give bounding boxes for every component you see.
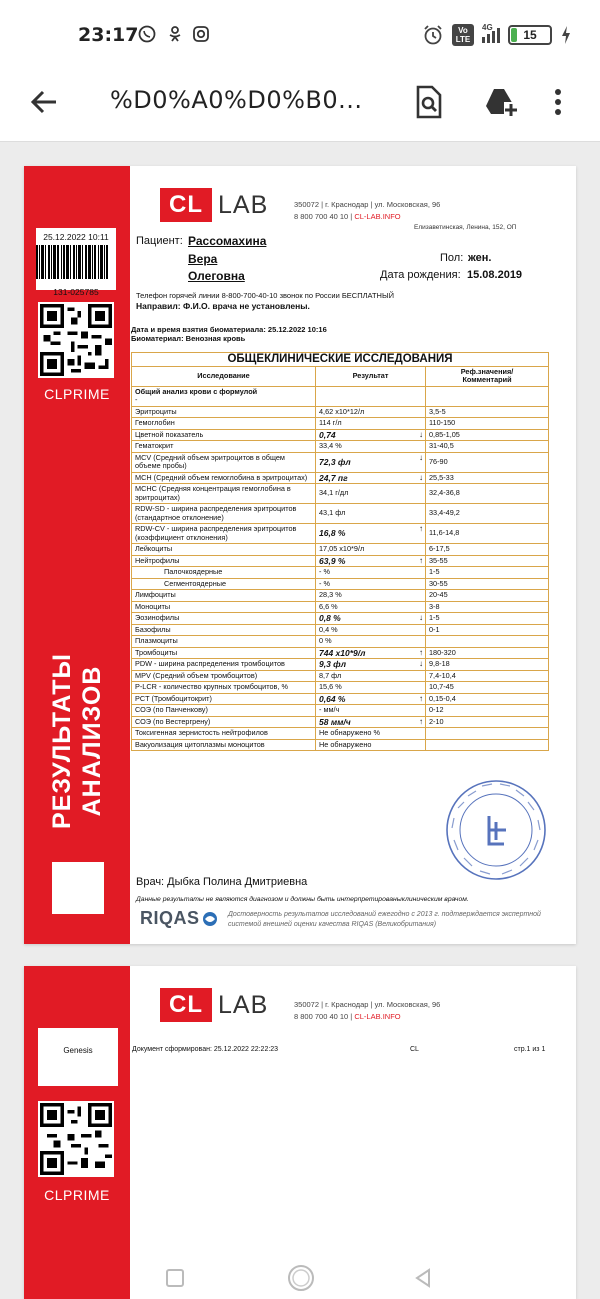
volte-icon: Vo LTE xyxy=(452,24,474,46)
table-row xyxy=(132,659,549,671)
logo-lab: LAB xyxy=(218,190,269,219)
test-name: MCH (Средний объем гемоглобина в эритроцитах) xyxy=(132,472,316,484)
result-value: Не обнаружено % xyxy=(319,728,380,737)
col-result-header: Результат xyxy=(316,366,426,386)
test-reference: 6-17,5 xyxy=(426,544,549,556)
test-name: Эритроциты xyxy=(132,406,316,418)
test-result xyxy=(316,484,426,504)
table-row xyxy=(132,739,549,751)
test-reference: 76-90 xyxy=(426,452,549,472)
result-value: 33,4 % xyxy=(319,441,342,450)
result-value: 43,1 фл xyxy=(319,508,346,518)
contact-line xyxy=(294,211,440,223)
riqas-description: Достоверность результатов исследований ежегодно с 2013 г. подтверждается экспертной системой внешней оценки качества RIQAS (Великобритания) xyxy=(228,911,541,928)
result-value: 28,3 % xyxy=(319,590,342,599)
test-name: Тромбоциты xyxy=(132,647,316,659)
test-reference: 0,15-0,4 xyxy=(426,693,549,705)
low-flag-icon: ↓ xyxy=(419,659,423,668)
test-name: PCT (Тромбоцитокрит) xyxy=(132,693,316,705)
col-ref-line1: Реф.значения/ xyxy=(460,366,514,376)
table-title-row xyxy=(132,353,549,367)
low-flag-icon: ↓ xyxy=(419,452,423,462)
table-row xyxy=(132,716,549,728)
table-row xyxy=(132,472,549,484)
test-reference xyxy=(426,728,549,740)
group-title: Общий анализ крови с формулой xyxy=(135,386,258,396)
lab-address xyxy=(294,199,440,223)
test-reference: 0-12 xyxy=(426,705,549,717)
group-empty-result xyxy=(316,386,426,406)
signal-icon xyxy=(482,23,500,43)
qr-code xyxy=(38,302,114,378)
high-flag-icon: ↑ xyxy=(419,716,423,726)
navigation-bar xyxy=(0,1259,600,1299)
test-reference: 2-10 xyxy=(426,716,549,728)
lab-address-2 xyxy=(294,999,440,1023)
battery-icon xyxy=(508,25,552,45)
test-result xyxy=(316,578,426,590)
test-reference: 20-45 xyxy=(426,590,549,602)
test-reference: 0,85-1,05 xyxy=(426,429,549,441)
test-name: СОЭ (по Панченкову) xyxy=(132,705,316,717)
patient-first-name: Вера xyxy=(188,252,218,266)
test-result xyxy=(316,472,426,484)
recent-apps-button[interactable] xyxy=(164,1267,186,1289)
test-reference: 3-8 xyxy=(426,601,549,613)
test-result xyxy=(316,429,426,441)
test-result xyxy=(316,601,426,613)
low-flag-icon: ↓ xyxy=(419,429,423,439)
status-bar xyxy=(0,0,600,68)
table-title: ОБЩЕКЛИНИЧЕСКИЕ ИССЛЕДОВАНИЯ xyxy=(132,353,549,367)
table-row xyxy=(132,670,549,682)
home-button[interactable] xyxy=(286,1263,316,1293)
add-to-drive-icon[interactable] xyxy=(482,84,518,120)
test-result xyxy=(316,441,426,453)
red-sidebar xyxy=(24,166,130,944)
barcode-number: 131-025785 xyxy=(53,287,99,297)
test-name: PDW - ширина распределения тромбоцитов xyxy=(132,659,316,671)
test-name: RDW-SD - ширина распределения эритроцитов (стандартное отклонение) xyxy=(132,504,316,524)
test-result xyxy=(316,590,426,602)
test-reference: 3,5-5 xyxy=(426,406,549,418)
test-reference: 11,6-14,8 xyxy=(426,524,549,544)
sample-time: Дата и время взятия биоматериала: 25.12.2022 10:16 xyxy=(131,325,327,334)
result-value: 16,8 % xyxy=(319,528,346,539)
result-value: 4,62 x10*12/л xyxy=(319,406,365,416)
col-ref-line2: Комментарий xyxy=(462,375,512,384)
cl-lab-logo-2 xyxy=(160,988,268,1022)
result-value: 63,9 % xyxy=(319,555,346,566)
table-header-row xyxy=(132,366,549,386)
status-right xyxy=(422,22,572,48)
riqas-logo xyxy=(140,908,218,929)
disclaimer: Данные результаты не являются диагнозом и должны быть интерпретированыклиническим врачом. xyxy=(136,896,469,903)
site-link: CL-LAB.INFO xyxy=(354,212,401,221)
test-name: Лейкоциты xyxy=(132,544,316,556)
result-value: 17,05 x10*9/л xyxy=(319,544,365,553)
test-result xyxy=(316,636,426,648)
site-link-2: CL-LAB.INFO xyxy=(354,1012,401,1021)
test-reference: 7,4-10,4 xyxy=(426,670,549,682)
qr-code-2 xyxy=(38,1101,114,1177)
doctor-name: Врач: Дыбка Полина Дмитриевна xyxy=(136,876,308,888)
test-reference: 32,4-36,8 xyxy=(426,484,549,504)
test-result xyxy=(316,544,426,556)
birth-date: 15.08.2019 xyxy=(467,269,523,281)
result-value: - % xyxy=(319,567,330,576)
test-result xyxy=(316,670,426,682)
test-result xyxy=(316,567,426,579)
test-name: Плазмоциты xyxy=(132,636,316,648)
high-flag-icon: ↑ xyxy=(419,647,423,657)
barcode xyxy=(36,245,108,279)
table-row xyxy=(132,504,549,524)
result-value: 6,6 % xyxy=(319,601,338,611)
red-sidebar-2 xyxy=(24,966,130,1299)
high-flag-icon: ↑ xyxy=(419,524,423,533)
cl-lab-logo xyxy=(160,188,268,222)
group-empty-ref xyxy=(426,386,549,406)
result-value: 0,4 % xyxy=(319,624,338,634)
result-value: 15,6 % xyxy=(319,682,342,691)
test-name: Палочкоядерные xyxy=(132,567,316,579)
test-name: Сегментоядерные xyxy=(132,578,316,590)
document-title: %D0%A0%D0%B0... xyxy=(110,86,363,114)
test-reference: 180-320 xyxy=(426,647,549,659)
test-reference: 30-55 xyxy=(426,578,549,590)
test-reference: 1-5 xyxy=(426,613,549,625)
group-sub: - xyxy=(135,395,138,404)
test-reference: 9,8-18 xyxy=(426,659,549,671)
test-name: Базофилы xyxy=(132,624,316,636)
test-result xyxy=(316,613,426,625)
more-options-icon[interactable] xyxy=(548,84,568,120)
status-time: 23:17 xyxy=(78,24,139,46)
results-table xyxy=(131,352,549,751)
document-page-2 xyxy=(24,966,576,1299)
col-ref-header xyxy=(426,366,549,386)
test-reference: 35-55 xyxy=(426,555,549,567)
riqas-emblem-icon xyxy=(202,911,218,927)
table-row xyxy=(132,682,549,694)
branch-address: Елизаветинская, Ленина, 152, ОП xyxy=(414,224,517,231)
table-row xyxy=(132,567,549,579)
contact-line-2 xyxy=(294,1011,440,1023)
logo-lab-2: LAB xyxy=(218,990,269,1019)
test-name: RDW-CV - ширина распределения эритроцитов (коэффициент отклонения) xyxy=(132,524,316,544)
group-row xyxy=(132,386,549,406)
table-row xyxy=(132,578,549,590)
table-row xyxy=(132,636,549,648)
result-value: 114 г/л xyxy=(319,418,342,427)
whatsapp-icon xyxy=(138,25,156,43)
test-reference: 31-40,5 xyxy=(426,441,549,453)
test-result xyxy=(316,716,426,728)
table-row xyxy=(132,524,549,544)
battery-level: 15 xyxy=(523,28,537,42)
toolbar xyxy=(0,68,600,142)
test-result xyxy=(316,524,426,544)
result-value: 34,1 г/дл xyxy=(319,488,349,498)
test-result xyxy=(316,452,426,472)
result-value: - % xyxy=(319,578,330,588)
network-type: 4G xyxy=(482,23,493,32)
test-name: Моноциты xyxy=(132,601,316,613)
test-reference: 110-150 xyxy=(426,418,549,430)
charging-icon xyxy=(560,25,572,45)
high-flag-icon: ↑ xyxy=(419,693,423,703)
table-row xyxy=(132,590,549,602)
test-reference: 25,5-33 xyxy=(426,472,549,484)
test-name: Вакуолизация цитоплазмы моноцитов xyxy=(132,739,316,751)
patient-last-name: Рассомахина xyxy=(188,234,267,248)
table-row xyxy=(132,624,549,636)
high-flag-icon: ↑ xyxy=(419,555,423,565)
test-name: Нейтрофилы xyxy=(132,555,316,567)
document-page-1 xyxy=(24,166,576,944)
table-row xyxy=(132,613,549,625)
test-result xyxy=(316,418,426,430)
low-flag-icon: ↓ xyxy=(419,613,423,622)
result-rows xyxy=(132,406,549,751)
result-value: Не обнаружено xyxy=(319,739,372,749)
test-result xyxy=(316,682,426,694)
generated-date: Документ сформирован: 25.12.2022 22:22:23 xyxy=(132,1046,279,1053)
test-reference xyxy=(426,636,549,648)
table-row xyxy=(132,705,549,717)
table-row xyxy=(132,544,549,556)
result-value: - мм/ч xyxy=(319,705,340,714)
result-value: 0 % xyxy=(319,636,332,645)
sex-value: жен. xyxy=(468,252,492,264)
test-reference: 1-5 xyxy=(426,567,549,579)
table-row xyxy=(132,441,549,453)
logo-cl: CL xyxy=(160,188,212,222)
phone: 8 800 700 40 10 | xyxy=(294,212,355,221)
test-reference: 0-1 xyxy=(426,624,549,636)
test-name: Гемоглобин xyxy=(132,418,316,430)
test-name: MCV (Средний объем эритроцитов в общем объеме пробы) xyxy=(132,452,316,472)
col-test-header: Исследование xyxy=(132,366,316,386)
test-result xyxy=(316,647,426,659)
biomaterial: Биоматериал: Венозная кровь xyxy=(131,334,246,343)
vertical-title-line2: АНАЛИЗОВ xyxy=(78,665,106,817)
search-document-icon[interactable] xyxy=(410,84,446,120)
table-row xyxy=(132,429,549,441)
genesis-label: Genesis xyxy=(38,1028,118,1086)
lab-seal-stamp xyxy=(444,778,548,882)
result-value: 0,64 % xyxy=(319,693,346,704)
white-square xyxy=(52,862,104,914)
test-result xyxy=(316,693,426,705)
barcode-label xyxy=(36,228,116,297)
test-name: MPV (Средний объем тромбоцитов) xyxy=(132,670,316,682)
test-name: СОЭ (по Вестергрену) xyxy=(132,716,316,728)
test-reference xyxy=(426,739,549,751)
back-arrow-icon[interactable] xyxy=(28,86,60,118)
brand-clprime-2: CLPRIME xyxy=(44,1187,110,1203)
alarm-icon xyxy=(422,24,444,46)
test-name: Эозинофилы xyxy=(132,613,316,625)
back-button[interactable] xyxy=(412,1267,434,1289)
document-code: CL xyxy=(410,1046,419,1053)
riqas-text-logo: RIQAS xyxy=(140,908,200,928)
phone-2: 8 800 700 40 10 | xyxy=(294,1012,355,1021)
test-name: Цветной показатель xyxy=(132,429,316,441)
odnoklassniki-icon xyxy=(166,25,184,43)
logo-cl-2: CL xyxy=(160,988,212,1022)
order-datetime: 25.12.2022 10:11 xyxy=(43,232,109,242)
test-result xyxy=(316,705,426,717)
test-name: Лимфоциты xyxy=(132,590,316,602)
table-row xyxy=(132,452,549,472)
test-result xyxy=(316,659,426,671)
vertical-title xyxy=(47,653,107,829)
referred-text: Направил: Ф.И.О. врача не установлены. xyxy=(136,301,310,311)
table-row xyxy=(132,484,549,504)
result-value: 8,7 фл xyxy=(319,670,342,680)
address-line: 350072 | г. Краснодар | ул. Московская, 96 xyxy=(294,200,441,209)
result-value: 9,3 фл xyxy=(319,659,346,669)
group-name xyxy=(132,386,316,406)
instagram-icon xyxy=(192,25,210,43)
result-value: 58 мм/ч xyxy=(319,716,351,727)
table-row xyxy=(132,728,549,740)
patient-patronymic: Олеговна xyxy=(188,269,245,283)
table-row xyxy=(132,647,549,659)
result-value: 744 x10*9/л xyxy=(319,647,366,658)
result-value: 72,3 фл xyxy=(319,456,351,467)
test-name: Гематокрит xyxy=(132,441,316,453)
table-row xyxy=(132,601,549,613)
vertical-title-line1: РЕЗУЛЬТАТЫ xyxy=(48,653,76,829)
birth-label: Дата рождения: xyxy=(380,269,461,281)
brand-clprime: CLPRIME xyxy=(44,386,110,402)
table-row xyxy=(132,418,549,430)
test-result xyxy=(316,555,426,567)
test-name: P-LCR - количество крупных тромбоцитов, % xyxy=(132,682,316,694)
test-result xyxy=(316,504,426,524)
test-result xyxy=(316,406,426,418)
result-value: 0,74 xyxy=(319,429,336,440)
patient-label: Пациент: xyxy=(136,235,183,247)
test-result xyxy=(316,739,426,751)
low-flag-icon: ↓ xyxy=(419,472,423,482)
test-reference: 33,4-49,2 xyxy=(426,504,549,524)
table-row xyxy=(132,555,549,567)
result-value: 24,7 пг xyxy=(319,472,348,483)
test-name: MCHC (Средняя концентрация гемоглобина в эритроцитах) xyxy=(132,484,316,504)
table-row xyxy=(132,406,549,418)
test-reference: 10,7-45 xyxy=(426,682,549,694)
table-row xyxy=(132,693,549,705)
page-number: стр.1 из 1 xyxy=(514,1046,546,1053)
address-line-2: 350072 | г. Краснодар | ул. Московская, 96 xyxy=(294,1000,441,1009)
result-value: 0,8 % xyxy=(319,613,341,623)
test-result xyxy=(316,728,426,740)
sex-label: Пол: xyxy=(440,252,464,264)
test-name: Токсигенная зернистость нейтрофилов xyxy=(132,728,316,740)
test-result xyxy=(316,624,426,636)
hotline-text: Телефон горячей линии 8-800-700-40-10 звонок по России БЕСПЛАТНЫЙ xyxy=(136,291,394,300)
